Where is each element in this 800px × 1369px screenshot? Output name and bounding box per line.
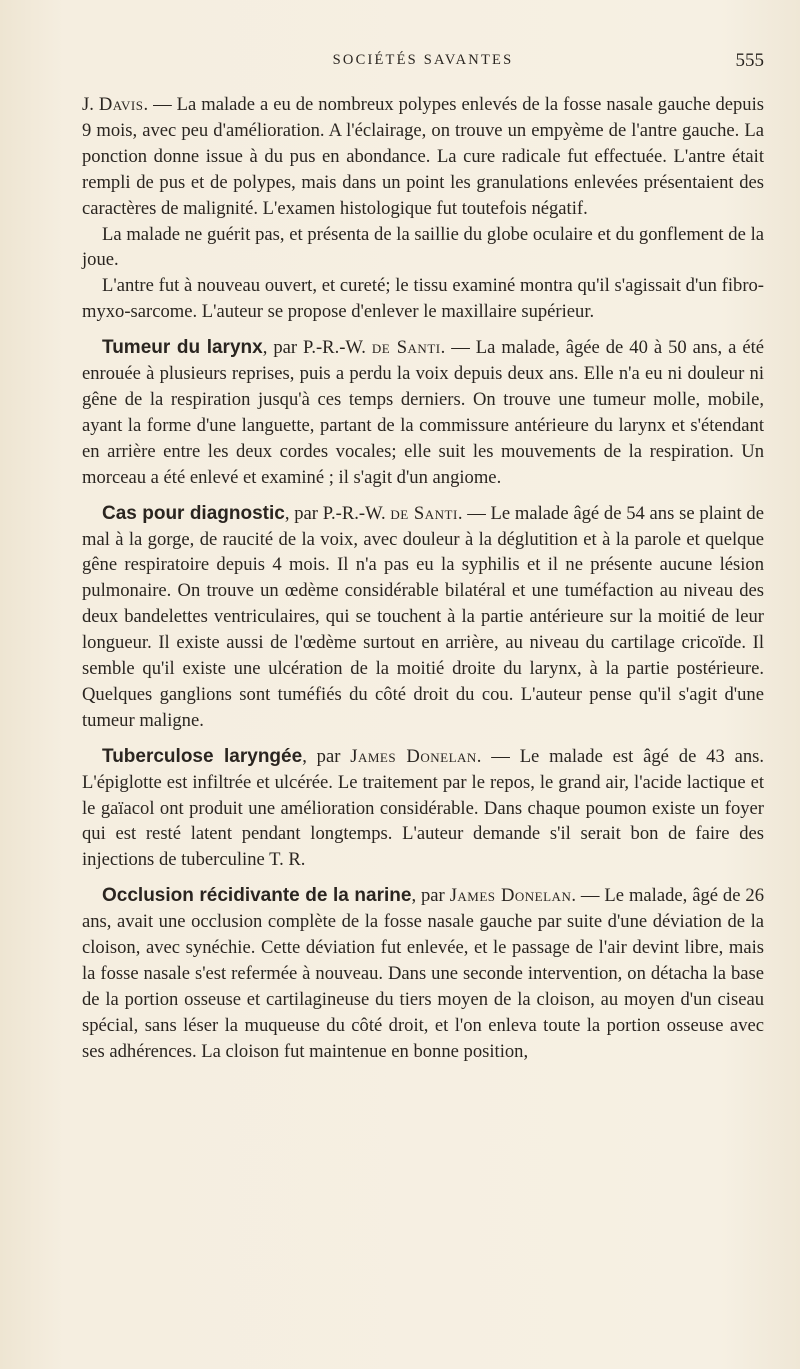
intro-author-initial: J. (82, 94, 99, 115)
section-text: . — La malade, âgée de 40 à 50 ans, a été enrouée à plusieurs reprises, puis a perdu la voix depuis deux ans. Elle n'a eu ni douleur ni gêne de la respiration jusqu'à ces temps derniers. On trouve une tumeur molle, mobile, ayant la forme d'une languette, partant de la commissure antérieure du larynx et s'étendant en arrière entre les deux cordes vocales; elle suit les mouvements de la respiration. Un morceau a été enlevé et examiné ; il s'agit d'un angiome. (82, 337, 764, 488)
section-byline: , par P.-R.-W. (262, 337, 372, 359)
intro-author-surname: Davis (98, 94, 144, 115)
section-author: de Santi (371, 337, 441, 359)
section-title: Tuberculose laryngée (102, 745, 303, 767)
section-author: James Donelan (449, 885, 572, 907)
section-byline: , par (302, 745, 351, 767)
page-header (82, 52, 764, 92)
intro-paragraph-1 (82, 92, 764, 222)
section-author: James Donelan (350, 745, 477, 767)
article-body (82, 92, 764, 1065)
section-title: Occlusion récidivante de la narine (102, 885, 412, 907)
section-text: . — Le malade, âgé de 26 ans, avait une occlusion complète de la fosse nasale gauche par suite d'une déviation de la cloison, avec synéchie. Cette déviation fut enlevée, et le passage de l'air devint libre, mais la fosse nasale s'est refermée à nouveau. Dans une seconde intervention, on détacha la base de la portion osseuse et cartilagineuse du tiers moyen de la cloison, au moyen d'un ciseau spécial, sans léser la muqueuse du côté droit, et l'on enleva toute la portion osseuse avec ses adhérences. La cloison fut maintenue en bonne position, (82, 885, 764, 1062)
section-author: de Santi (390, 502, 458, 524)
section-title: Tumeur du larynx (102, 337, 263, 359)
page-number: 555 (735, 50, 764, 71)
intro-text-1: . — La malade a eu de nombreux polypes enlevés de la fosse nasale gauche depuis 9 mois, avec peu d'amélioration. A l'éclairage, on trouve un empyème de l'antre gauche. La ponction donne issue à du pus en abondance. La cure radicale fut effectuée. L'antre était rempli de pus et de polypes, mais dans un point les granulations enlevées présentaient des caractères de malignité. L'examen histologique fut toutefois négatif. (82, 94, 764, 219)
section-cas-diagnostic (82, 501, 764, 734)
section-tuberculose-laryngee (82, 744, 764, 874)
section-title: Cas pour diagnostic (102, 502, 285, 524)
section-byline: , par (411, 885, 450, 907)
section-text: . — Le malade est âgé de 43 ans. L'épiglotte est infiltrée et ulcérée. Le traitement par le repos, le grand air, l'acide lactique et le gaïacol ont produit une amélioration considérable. Dans chaque poumon existe un foyer qui est resté latent pendant longtemps. L'auteur demande s'il serait bon de faire des injections de tuberculine T. R. (82, 745, 765, 871)
section-byline: , par P.-R.-W. (284, 502, 391, 524)
running-head: SOCIÉTÉS SAVANTES (332, 52, 514, 68)
section-tumeur-larynx (82, 335, 764, 490)
section-text: . — Le malade âgé de 54 ans se plaint de mal à la gorge, de raucité de la voix, avec douleur à la déglutition et à la parole et quelque gêne respiratoire depuis 4 mois. Il n'a pas eu la syphilis et il ne présente aucune lésion pulmonaire. On trouve un œdème considérable bilatéral et une tuméfaction au niveau des deux bandelettes ventriculaires, qui se touchent à la partie antérieure sur la moitié de leur longueur. Il existe aussi de l'œdème surtout en arrière, au niveau du cartilage cricoïde. Il semble qu'il existe une ulcération de la moitié droite du larynx, à la partie postérieure. Quelques ganglions sont tuméfiés du côté droit du cou. L'auteur pense qu'il s'agit d'une tumeur maligne. (82, 502, 764, 731)
section-occlusion-narine (82, 883, 764, 1064)
intro-paragraph-2: La malade ne guérit pas, et présenta de la saillie du globe oculaire et du gonflement de la joue. (82, 223, 764, 271)
intro-paragraph-3: L'antre fut à nouveau ouvert, et cureté; le tissu examiné montra qu'il s'agissait d'un fibro-myxo-sarcome. L'auteur se propose d'enlever le maxillaire supérieur. (82, 275, 764, 323)
